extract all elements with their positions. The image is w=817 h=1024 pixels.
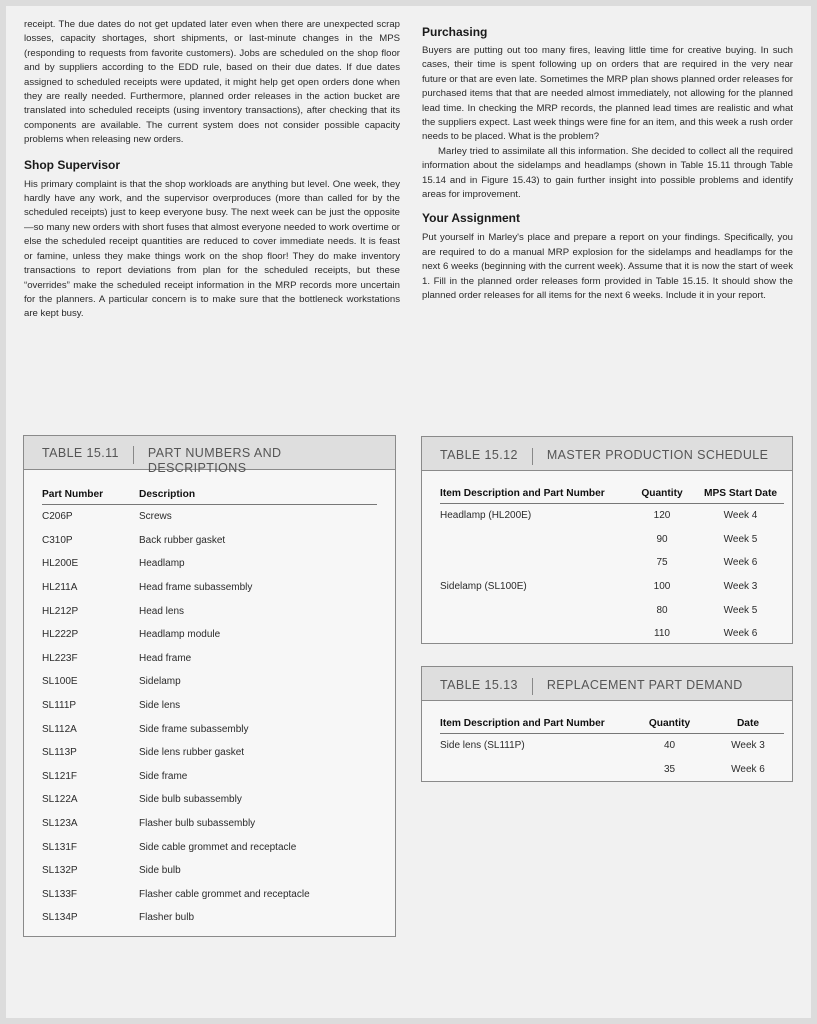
table-title: MASTER PRODUCTION SCHEDULE	[546, 448, 769, 462]
table-cell: 80	[656, 604, 668, 616]
table-cell: SL112A	[42, 723, 77, 735]
table-cell: SL122A	[42, 794, 78, 806]
table-cell: Flasher bulb subassembly	[139, 818, 256, 830]
table-cell: SL131F	[42, 841, 78, 853]
table-cell: HL200E	[42, 558, 79, 570]
shop-supervisor-paragraph: His primary complaint is that the shop workloads are anything but level. One week, they hardly have any work, and the supervisor overproduces (more than called for by the scheduled receipts) just to keep everyone busy. The next week can be just the opposite—so many new orders with short fuses that almost everyone needed to work overtime or else the scheduled receipt quantities are reduced to cover immediate needs. It is feast or famine, unless they make things work on the shop floor! They do make inventory transactions to report deviations from plan for the scheduled receipts, but these “overrides” make the scheduled receipt information in the MRP records more uncertain for the planners. A particular concern is to make sure that the bottleneck workstations are kept busy.	[24, 178, 400, 320]
mps-table-body	[440, 504, 784, 646]
table-cell: C310P	[42, 534, 73, 546]
table-cell: Head lens	[139, 605, 185, 617]
book-page	[6, 6, 811, 1018]
table-15-12	[421, 436, 793, 644]
table-header-row	[440, 713, 784, 734]
column-header: Quantity	[627, 483, 697, 504]
table-cell: Side bulb	[139, 865, 181, 877]
table-cell: 120	[653, 510, 671, 522]
table-row	[42, 623, 377, 647]
table-cell: Head frame	[139, 652, 192, 664]
table-row	[440, 622, 784, 646]
table-cell: Flasher cable grommet and receptacle	[139, 888, 310, 900]
table-cell	[440, 528, 627, 552]
table-cell: SL100E	[42, 676, 78, 688]
table-cell: Week 4	[723, 510, 758, 522]
table-cell: Week 5	[723, 533, 758, 545]
table-cell: Side bulb subassembly	[139, 794, 242, 806]
table-cell: SL133F	[42, 888, 78, 900]
table-cell: SL123A	[42, 818, 78, 830]
table-row	[440, 575, 784, 599]
table-row	[42, 529, 377, 553]
table-row	[42, 906, 377, 930]
table-cell: Screws	[139, 511, 172, 523]
table-title: REPLACEMENT PART DEMAND	[546, 678, 743, 692]
table-15-11	[23, 435, 396, 937]
table-cell: HL212P	[42, 605, 79, 617]
table-cell: Headlamp (HL200E)	[440, 510, 532, 522]
table-cell: Side frame	[139, 770, 188, 782]
table-cell: Sidelamp	[139, 676, 181, 688]
table-cell: 35	[663, 763, 676, 775]
table-cell	[440, 622, 627, 646]
table-row	[42, 599, 377, 623]
right-text-column	[422, 24, 793, 304]
table-cell: Headlamp module	[139, 629, 221, 641]
table-number: TABLE 15.12	[440, 448, 518, 462]
table-cell: SL111P	[42, 700, 77, 712]
table-row	[42, 647, 377, 671]
table-cell: Week 5	[723, 604, 758, 616]
table-cell: Side cable grommet and receptacle	[139, 841, 297, 853]
table-cell: Side lens rubber gasket	[139, 747, 245, 759]
replacement-demand-table-body	[440, 734, 784, 782]
column-header: Quantity	[627, 713, 712, 734]
table-row	[42, 788, 377, 812]
assignment-paragraph: Put yourself in Marley's place and prepare a report on your findings. Specifically, you are required to do a manual MRP explosion for the sidelamps and headlamps for the next 6 weeks (beginning with the current week). Assume that it is now the start of week 1. Fill in the planned order releases form provided in Table 15.15. It should show the planned order releases for all items for the next 6 weeks. Include it in your report.	[422, 232, 793, 302]
table-cell: 110	[654, 628, 670, 640]
header-divider	[532, 678, 533, 695]
table-cell	[440, 598, 627, 622]
table-row	[42, 765, 377, 789]
table-15-13	[421, 666, 793, 782]
intro-paragraph: receipt. The due dates do not get updated later even when there are unexpected scrap losses, capacity shortages, short shipments, or last-minute changes in the MPS (responding to requests from favorite customers). Jobs are scheduled on the shop floor and by suppliers according to the EDD rule, based on their due dates. If due dates assigned to scheduled receipts were updated, it might help get open orders done when they are really needed. Furthermore, planned order releases in the action bucket are translated into scheduled receipts (using inventory transactions), after checking that its components are available. The current system does not consider possible capacity problems when releasing new orders.	[24, 19, 400, 146]
table-cell: Back rubber gasket	[139, 534, 226, 546]
table-cell: SL132P	[42, 865, 78, 877]
table-row	[42, 883, 377, 907]
table-cell: Headlamp	[139, 558, 185, 570]
table-row	[42, 576, 377, 600]
table-cell: Week 3	[731, 740, 765, 752]
table-row	[42, 717, 377, 741]
table-number: TABLE 15.13	[440, 678, 518, 692]
table-row	[42, 859, 377, 883]
table-header-row	[42, 484, 377, 505]
table-row	[42, 694, 377, 718]
column-header: Item Description and Part Number	[440, 483, 627, 504]
table-header-row	[440, 483, 784, 504]
table-row	[440, 758, 784, 782]
table-row	[42, 741, 377, 765]
column-header: Date	[712, 713, 784, 734]
table-cell: 90	[656, 533, 668, 545]
table-row	[42, 505, 377, 529]
table-cell	[440, 758, 627, 782]
table-row	[440, 528, 784, 552]
table-row	[440, 551, 784, 575]
table-cell: Sidelamp (SL100E)	[440, 581, 527, 593]
shop-supervisor-heading: Shop Supervisor	[24, 157, 121, 172]
header-divider	[532, 448, 533, 465]
table-cell: Week 3	[723, 581, 758, 593]
table-cell: Flasher bulb	[139, 912, 195, 924]
column-header: Description	[139, 484, 377, 505]
table-cell: 40	[663, 740, 676, 752]
purchasing-heading: Purchasing	[422, 25, 488, 39]
column-header: Item Description and Part Number	[440, 713, 627, 734]
table-cell: 100	[653, 581, 671, 593]
table-cell: Week 6	[723, 557, 758, 569]
header-divider	[133, 446, 134, 464]
table-title: PART NUMBERS AND DESCRIPTIONS	[147, 446, 282, 475]
table-row	[440, 734, 784, 758]
table-cell: SL121F	[42, 770, 78, 782]
table-cell: HL211A	[42, 582, 78, 594]
column-header: MPS Start Date	[697, 483, 784, 504]
table-15-13-header	[422, 667, 792, 701]
table-number: TABLE 15.11	[42, 446, 119, 460]
table-cell: Head frame subassembly	[139, 582, 253, 594]
table-15-11-header	[24, 436, 395, 475]
table-cell: SL134P	[42, 912, 78, 924]
table-cell: HL223F	[42, 652, 78, 664]
table-cell: 75	[656, 557, 668, 569]
table-cell: Week 6	[723, 628, 758, 640]
column-header: Part Number	[42, 484, 139, 505]
table-cell: Side lens	[139, 700, 181, 712]
left-text-column	[24, 18, 400, 322]
table-15-12-header	[422, 437, 792, 471]
table-row	[42, 552, 377, 576]
table-cell	[440, 551, 627, 575]
table-cell: Side lens (SL111P)	[440, 740, 525, 752]
table-cell: Side frame subassembly	[139, 723, 249, 735]
table-cell: Week 6	[731, 763, 765, 775]
table-cell: SL113P	[42, 747, 77, 759]
table-row	[42, 670, 377, 694]
parts-table-body	[42, 505, 377, 930]
table-cell: HL222P	[42, 629, 79, 641]
purchasing-paragraph: Buyers are putting out too many fires, leaving little time for creative buying. In such cases, their time is spent following up on orders that are required in the very near future or that are even late. Sometimes the MRP plan shows planned order releases for purchased items that that are needed almost immediately, not allowing for the planned lead time. In checking the MRP records, the planned lead times are realistic and what the suppliers expect. Last week things were fine for an item, and this week a rush order needs to be placed. What is the problem?	[422, 45, 793, 143]
replacement-demand-table	[440, 713, 784, 781]
table-row	[42, 812, 377, 836]
parts-table	[42, 484, 377, 930]
mps-table	[440, 483, 784, 646]
table-row	[440, 598, 784, 622]
table-row	[42, 835, 377, 859]
table-row	[440, 504, 784, 528]
marley-paragraph: Marley tried to assimilate all this information. She decided to collect all the required information about the sidelamps and headlamps (shown in Table 15.11 through Table 15.14 and in Figure 15.43) to gain further insight into possible problems and identify areas for improvement.	[422, 145, 793, 201]
assignment-heading: Your Assignment	[422, 211, 521, 226]
table-cell: C206P	[42, 511, 73, 523]
